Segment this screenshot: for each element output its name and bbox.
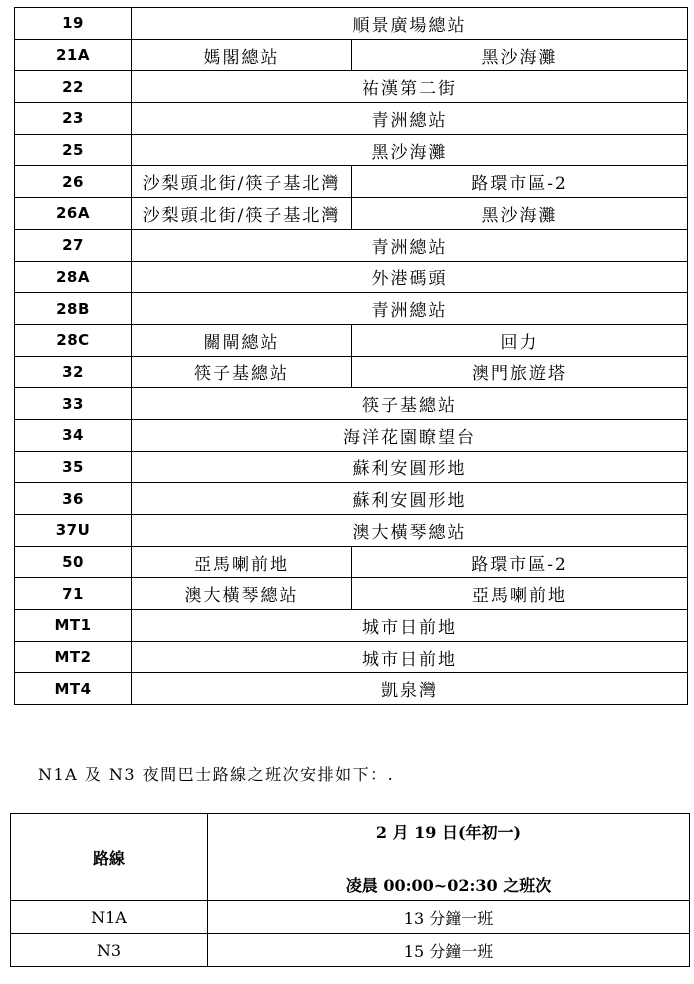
route-destination-cell: 蘇利安圓形地 <box>132 483 688 515</box>
route-destination-cell: 青洲總站 <box>132 293 688 325</box>
route-row <box>15 451 688 483</box>
route-destination-cell: 城市日前地 <box>132 610 688 642</box>
route-destination-cell: 青洲總站 <box>132 103 688 135</box>
schedule-frequency-cell: 15 分鐘一班 <box>208 934 690 967</box>
route-row <box>15 166 688 198</box>
schedule-header-route: 路線 <box>11 814 208 901</box>
route-number-cell: 21A <box>15 39 132 71</box>
schedule-route-cell: N1A <box>11 901 208 934</box>
route-number-cell: 23 <box>15 103 132 135</box>
schedule-header-date: 2 月 19 日(年初一) <box>375 823 522 842</box>
route-destination-cell: 澳大橫琴總站 <box>132 515 688 547</box>
route-destination-table <box>14 7 688 705</box>
route-origin-cell: 媽閣總站 <box>132 39 352 71</box>
route-row <box>15 8 688 40</box>
route-origin-cell: 沙梨頭北街/筷子基北灣 <box>132 166 352 198</box>
route-number-cell: 25 <box>15 134 132 166</box>
route-number-cell: 33 <box>15 388 132 420</box>
route-row <box>15 388 688 420</box>
route-row <box>15 356 688 388</box>
route-destination-cell: 外港碼頭 <box>132 261 688 293</box>
route-destination-cell: 順景廣場總站 <box>132 8 688 40</box>
route-number-cell: 28A <box>15 261 132 293</box>
route-destination-cell: 凱泉灣 <box>132 673 688 705</box>
route-terminus-cell: 亞馬喇前地 <box>352 578 688 610</box>
route-number-cell: 26 <box>15 166 132 198</box>
route-origin-cell: 沙梨頭北街/筷子基北灣 <box>132 198 352 230</box>
route-origin-cell: 澳大橫琴總站 <box>132 578 352 610</box>
route-origin-cell: 關閘總站 <box>132 324 352 356</box>
route-destination-cell: 城市日前地 <box>132 641 688 673</box>
route-row <box>15 39 688 71</box>
route-number-cell: 28C <box>15 324 132 356</box>
route-destination-cell: 青洲總站 <box>132 229 688 261</box>
route-number-cell: 36 <box>15 483 132 515</box>
route-row <box>15 673 688 705</box>
route-row <box>15 515 688 547</box>
route-number-cell: 35 <box>15 451 132 483</box>
route-destination-cell: 海洋花園瞭望台 <box>132 419 688 451</box>
route-row <box>15 610 688 642</box>
route-number-cell: 34 <box>15 419 132 451</box>
route-number-cell: 28B <box>15 293 132 325</box>
route-destination-cell: 蘇利安圓形地 <box>132 451 688 483</box>
route-terminus-cell: 路環市區-2 <box>352 166 688 198</box>
schedule-row <box>11 934 690 967</box>
schedule-header-row <box>11 814 690 901</box>
night-bus-note: N1A 及 N3 夜間巴士路線之班次安排如下：. <box>38 765 395 784</box>
route-row <box>15 324 688 356</box>
route-destination-cell: 祐漢第二街 <box>132 71 688 103</box>
route-number-cell: MT1 <box>15 610 132 642</box>
route-row <box>15 546 688 578</box>
route-number-cell: 71 <box>15 578 132 610</box>
route-origin-cell: 亞馬喇前地 <box>132 546 352 578</box>
route-number-cell: MT2 <box>15 641 132 673</box>
route-row <box>15 229 688 261</box>
schedule-route-cell: N3 <box>11 934 208 967</box>
route-row <box>15 293 688 325</box>
route-number-cell: 27 <box>15 229 132 261</box>
route-row <box>15 641 688 673</box>
route-row <box>15 134 688 166</box>
route-origin-cell: 筷子基總站 <box>132 356 352 388</box>
route-row <box>15 261 688 293</box>
route-row <box>15 103 688 135</box>
schedule-header-time <box>208 814 690 901</box>
schedule-header-period: 凌晨 00:00~02:30 之班次 <box>345 876 552 895</box>
route-terminus-cell: 回力 <box>352 324 688 356</box>
route-terminus-cell: 路環市區-2 <box>352 546 688 578</box>
route-number-cell: 19 <box>15 8 132 40</box>
route-destination-cell: 黑沙海灘 <box>132 134 688 166</box>
route-number-cell: 32 <box>15 356 132 388</box>
route-destination-cell: 筷子基總站 <box>132 388 688 420</box>
route-number-cell: MT4 <box>15 673 132 705</box>
route-number-cell: 37U <box>15 515 132 547</box>
route-row <box>15 578 688 610</box>
route-number-cell: 22 <box>15 71 132 103</box>
route-number-cell: 50 <box>15 546 132 578</box>
route-row <box>15 198 688 230</box>
schedule-row <box>11 901 690 934</box>
route-number-cell: 26A <box>15 198 132 230</box>
route-row <box>15 483 688 515</box>
night-bus-schedule-table <box>10 813 690 967</box>
route-terminus-cell: 黑沙海灘 <box>352 198 688 230</box>
route-terminus-cell: 黑沙海灘 <box>352 39 688 71</box>
schedule-frequency-cell: 13 分鐘一班 <box>208 901 690 934</box>
route-row <box>15 71 688 103</box>
route-terminus-cell: 澳門旅遊塔 <box>352 356 688 388</box>
route-row <box>15 419 688 451</box>
